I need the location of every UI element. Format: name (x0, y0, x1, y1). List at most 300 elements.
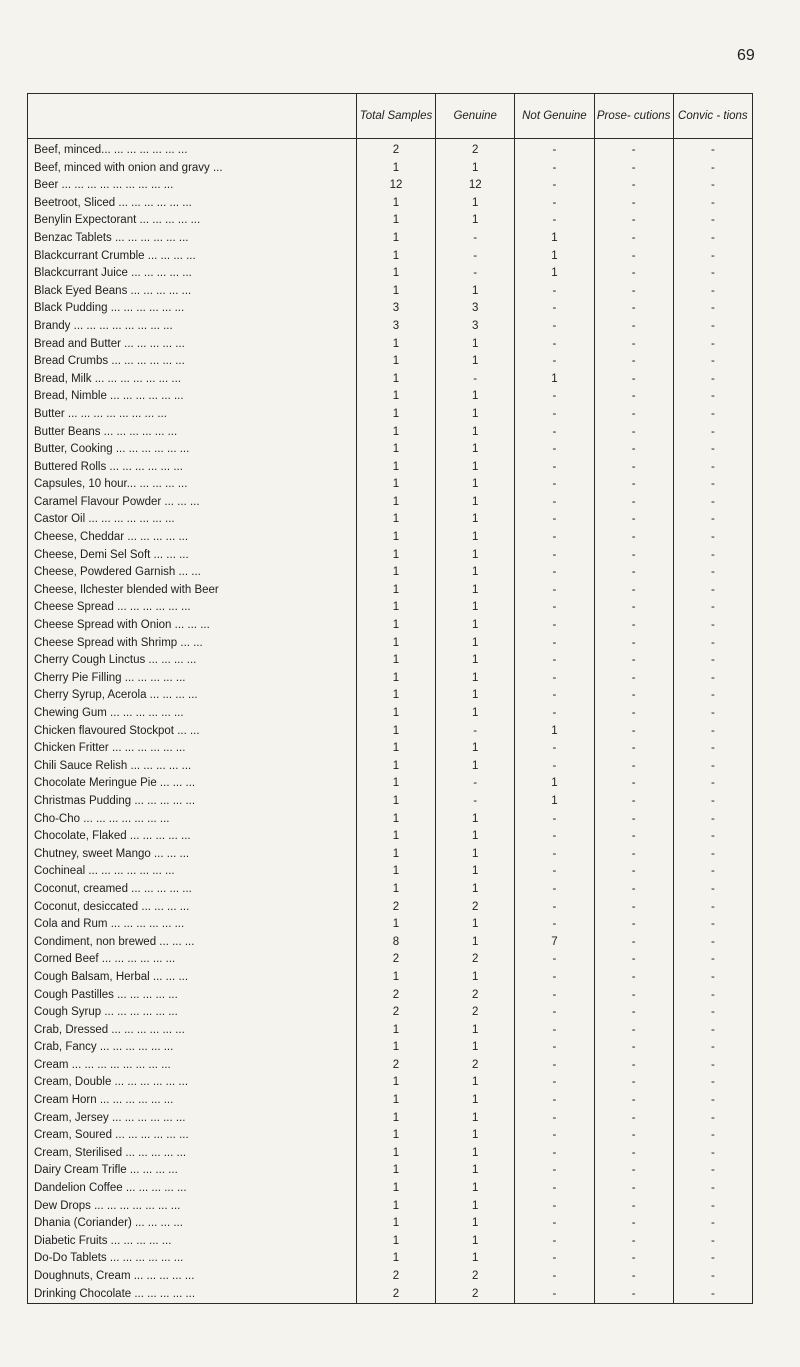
table-row (28, 1092, 753, 1110)
prosecutions-cell: - (594, 564, 673, 582)
not-genuine-cell: - (515, 705, 594, 723)
prosecutions-cell: - (594, 1180, 673, 1198)
not-genuine-cell: - (515, 1180, 594, 1198)
item-name-cell: Chicken Fritter ... ... ... ... ... ... (34, 742, 186, 755)
total-samples-cell: 2 (356, 899, 435, 917)
table-row (28, 177, 753, 195)
item-name-cell: Capsules, 10 hour... ... ... ... ... (34, 478, 188, 491)
table-row (28, 195, 753, 213)
convictions-cell: - (673, 635, 752, 653)
prosecutions-cell: - (594, 547, 673, 565)
total-samples-cell: 1 (356, 599, 435, 617)
prosecutions-cell: - (594, 230, 673, 248)
not-genuine-cell: - (515, 1039, 594, 1057)
total-samples-cell: 3 (356, 300, 435, 318)
genuine-cell: - (436, 248, 515, 266)
total-samples-cell: 1 (356, 652, 435, 670)
item-name-cell: Cream, Sterilised ... ... ... ... ... (34, 1146, 187, 1159)
convictions-cell: - (673, 1039, 752, 1057)
not-genuine-cell: - (515, 139, 594, 160)
not-genuine-cell: - (515, 300, 594, 318)
convictions-cell: - (673, 723, 752, 741)
prosecutions-cell: - (594, 687, 673, 705)
total-samples-cell: 1 (356, 811, 435, 829)
total-samples-cell: 1 (356, 424, 435, 442)
genuine-cell: - (436, 775, 515, 793)
total-samples-cell: 2 (356, 987, 435, 1005)
convictions-cell: - (673, 1110, 752, 1128)
total-samples-cell: 1 (356, 547, 435, 565)
item-name-cell: Cola and Rum ... ... ... ... ... ... (34, 918, 185, 931)
prosecutions-cell: - (594, 758, 673, 776)
total-samples-cell: 2 (356, 1286, 435, 1304)
not-genuine-cell: - (515, 969, 594, 987)
table-row (28, 564, 753, 582)
item-name-cell: Castor Oil ... ... ... ... ... ... ... (34, 513, 175, 526)
table-row (28, 775, 753, 793)
convictions-cell: - (673, 529, 752, 547)
convictions-cell: - (673, 687, 752, 705)
genuine-cell: 1 (436, 406, 515, 424)
table-row (28, 863, 753, 881)
header-genuine: Genuine (436, 94, 515, 139)
prosecutions-cell: - (594, 195, 673, 213)
genuine-cell: 1 (436, 758, 515, 776)
not-genuine-cell: 1 (515, 265, 594, 283)
genuine-cell: - (436, 230, 515, 248)
table-row (28, 441, 753, 459)
prosecutions-cell: - (594, 441, 673, 459)
table-row (28, 547, 753, 565)
total-samples-cell: 1 (356, 881, 435, 899)
not-genuine-cell: - (515, 459, 594, 477)
genuine-cell: 2 (436, 139, 515, 160)
genuine-cell: 1 (436, 494, 515, 512)
total-samples-cell: 1 (356, 863, 435, 881)
genuine-cell: 1 (436, 828, 515, 846)
genuine-cell: 2 (436, 1057, 515, 1075)
prosecutions-cell: - (594, 828, 673, 846)
not-genuine-cell: - (515, 283, 594, 301)
convictions-cell: - (673, 599, 752, 617)
not-genuine-cell: - (515, 1004, 594, 1022)
convictions-cell: - (673, 1022, 752, 1040)
not-genuine-cell: - (515, 441, 594, 459)
table-row (28, 1074, 753, 1092)
total-samples-cell: 1 (356, 195, 435, 213)
convictions-cell: - (673, 1162, 752, 1180)
not-genuine-cell: - (515, 529, 594, 547)
prosecutions-cell: - (594, 916, 673, 934)
table-row (28, 406, 753, 424)
convictions-cell: - (673, 916, 752, 934)
prosecutions-cell: - (594, 846, 673, 864)
item-name-cell: Cream ... ... ... ... ... ... ... ... (34, 1058, 171, 1071)
table-row (28, 1180, 753, 1198)
genuine-cell: 1 (436, 476, 515, 494)
item-name-cell: Coconut, desiccated ... ... ... ... (34, 900, 190, 913)
prosecutions-cell: - (594, 635, 673, 653)
total-samples-cell: 1 (356, 336, 435, 354)
total-samples-cell: 2 (356, 1004, 435, 1022)
not-genuine-cell: - (515, 1022, 594, 1040)
item-name-cell: Cream, Soured ... ... ... ... ... ... (34, 1129, 189, 1142)
table-row (28, 1233, 753, 1251)
total-samples-cell: 1 (356, 230, 435, 248)
convictions-cell: - (673, 811, 752, 829)
item-name-cell: Crab, Fancy ... ... ... ... ... ... (34, 1041, 174, 1054)
table-body (28, 139, 753, 1304)
total-samples-cell: 1 (356, 670, 435, 688)
genuine-cell: 1 (436, 511, 515, 529)
table-row (28, 336, 753, 354)
prosecutions-cell: - (594, 1092, 673, 1110)
prosecutions-cell: - (594, 353, 673, 371)
convictions-cell: - (673, 670, 752, 688)
genuine-cell: 1 (436, 1250, 515, 1268)
prosecutions-cell: - (594, 476, 673, 494)
total-samples-cell: 1 (356, 265, 435, 283)
genuine-cell: 1 (436, 336, 515, 354)
item-name-cell: Bread and Butter ... ... ... ... ... (34, 337, 185, 350)
convictions-cell: - (673, 195, 752, 213)
prosecutions-cell: - (594, 969, 673, 987)
header-not-genuine: Not Genuine (515, 94, 594, 139)
item-name-cell: Cherry Cough Linctus ... ... ... ... (34, 654, 197, 667)
table-row (28, 951, 753, 969)
genuine-cell: 3 (436, 300, 515, 318)
item-name-cell: Condiment, non brewed ... ... ... (34, 935, 195, 948)
table-row (28, 740, 753, 758)
total-samples-cell: 1 (356, 564, 435, 582)
table-row (28, 529, 753, 547)
not-genuine-cell: - (515, 336, 594, 354)
convictions-cell: - (673, 230, 752, 248)
total-samples-cell: 1 (356, 353, 435, 371)
not-genuine-cell: - (515, 1110, 594, 1128)
prosecutions-cell: - (594, 1215, 673, 1233)
table-row (28, 1215, 753, 1233)
item-name-cell: Cheese Spread with Onion ... ... ... (34, 619, 210, 632)
not-genuine-cell: - (515, 1057, 594, 1075)
prosecutions-cell: - (594, 617, 673, 635)
genuine-cell: 1 (436, 388, 515, 406)
table-row (28, 1162, 753, 1180)
item-name-cell: Chutney, sweet Mango ... ... ... (34, 847, 190, 860)
total-samples-cell: 1 (356, 529, 435, 547)
genuine-cell: 2 (436, 1004, 515, 1022)
prosecutions-cell: - (594, 1039, 673, 1057)
genuine-cell: 2 (436, 1286, 515, 1304)
convictions-cell: - (673, 265, 752, 283)
not-genuine-cell: - (515, 582, 594, 600)
table-row (28, 1145, 753, 1163)
item-name-cell: Brandy ... ... ... ... ... ... ... ... (34, 319, 173, 332)
total-samples-cell: 1 (356, 1145, 435, 1163)
genuine-cell: 1 (436, 1215, 515, 1233)
genuine-cell: 1 (436, 547, 515, 565)
genuine-cell: 1 (436, 1127, 515, 1145)
genuine-cell: 1 (436, 846, 515, 864)
header-total-samples: Total Samples (356, 94, 435, 139)
total-samples-cell: 1 (356, 846, 435, 864)
genuine-cell: 12 (436, 177, 515, 195)
prosecutions-cell: - (594, 212, 673, 230)
total-samples-cell: 1 (356, 1250, 435, 1268)
prosecutions-cell: - (594, 951, 673, 969)
not-genuine-cell: - (515, 863, 594, 881)
convictions-cell: - (673, 177, 752, 195)
table-row (28, 212, 753, 230)
not-genuine-cell: - (515, 670, 594, 688)
convictions-cell: - (673, 1215, 752, 1233)
item-name-cell: Dairy Cream Trifle ... ... ... ... (34, 1164, 178, 1177)
item-name-cell: Cream Horn ... ... ... ... ... ... (34, 1094, 174, 1107)
prosecutions-cell: - (594, 723, 673, 741)
table-row (28, 969, 753, 987)
convictions-cell: - (673, 705, 752, 723)
genuine-cell: - (436, 723, 515, 741)
prosecutions-cell: - (594, 1145, 673, 1163)
not-genuine-cell: - (515, 740, 594, 758)
table-row (28, 248, 753, 266)
total-samples-cell: 1 (356, 723, 435, 741)
total-samples-cell: 1 (356, 635, 435, 653)
table-row (28, 758, 753, 776)
header-prosecutions: Prose- cutions (594, 94, 673, 139)
total-samples-cell: 1 (356, 617, 435, 635)
not-genuine-cell: 7 (515, 934, 594, 952)
genuine-cell: 1 (436, 599, 515, 617)
item-name-cell: Caramel Flavour Powder ... ... ... (34, 495, 200, 508)
total-samples-cell: 12 (356, 177, 435, 195)
table-row (28, 388, 753, 406)
table-row (28, 916, 753, 934)
not-genuine-cell: - (515, 599, 594, 617)
table-row (28, 1022, 753, 1040)
total-samples-cell: 2 (356, 951, 435, 969)
convictions-cell: - (673, 388, 752, 406)
item-name-cell: Chewing Gum ... ... ... ... ... ... (34, 707, 184, 719)
prosecutions-cell: - (594, 1233, 673, 1251)
table-row (28, 828, 753, 846)
table-row (28, 793, 753, 811)
genuine-cell: 1 (436, 863, 515, 881)
genuine-cell: 1 (436, 1110, 515, 1128)
item-name-cell: Buttered Rolls ... ... ... ... ... ... (34, 460, 183, 473)
not-genuine-cell: 1 (515, 248, 594, 266)
table-row (28, 1127, 753, 1145)
convictions-cell: - (673, 318, 752, 336)
not-genuine-cell: - (515, 476, 594, 494)
total-samples-cell: 1 (356, 212, 435, 230)
convictions-cell: - (673, 212, 752, 230)
prosecutions-cell: - (594, 881, 673, 899)
total-samples-cell: 1 (356, 476, 435, 494)
item-name-cell: Benzac Tablets ... ... ... ... ... ... (34, 231, 189, 244)
not-genuine-cell: - (515, 564, 594, 582)
convictions-cell: - (673, 652, 752, 670)
genuine-cell: 1 (436, 969, 515, 987)
genuine-cell: 1 (436, 441, 515, 459)
table-row (28, 265, 753, 283)
item-name-cell: Dew Drops ... ... ... ... ... ... ... (34, 1199, 181, 1212)
table-row (28, 1250, 753, 1268)
item-name-cell: Cough Syrup ... ... ... ... ... ... (34, 1006, 178, 1019)
item-name-cell: Cheese Spread with Shrimp ... ... (34, 636, 203, 649)
genuine-cell: 1 (436, 1145, 515, 1163)
total-samples-cell: 1 (356, 371, 435, 389)
item-name-cell: Beef, minced... ... ... ... ... ... ... (34, 144, 188, 156)
convictions-cell: - (673, 1004, 752, 1022)
not-genuine-cell: - (515, 1162, 594, 1180)
not-genuine-cell: - (515, 811, 594, 829)
convictions-cell: - (673, 863, 752, 881)
not-genuine-cell: 1 (515, 775, 594, 793)
genuine-cell: 1 (436, 652, 515, 670)
genuine-cell: 1 (436, 1180, 515, 1198)
item-name-cell: Beer ... ... ... ... ... ... ... ... ... (34, 179, 174, 192)
not-genuine-cell: - (515, 1198, 594, 1216)
total-samples-cell: 3 (356, 318, 435, 336)
prosecutions-cell: - (594, 1162, 673, 1180)
convictions-cell: - (673, 1092, 752, 1110)
total-samples-cell: 1 (356, 1039, 435, 1057)
genuine-cell: 2 (436, 899, 515, 917)
item-name-cell: Cho-Cho ... ... ... ... ... ... ... (34, 812, 170, 825)
table-row (28, 723, 753, 741)
table-row (28, 934, 753, 952)
genuine-cell: 1 (436, 1233, 515, 1251)
not-genuine-cell: - (515, 406, 594, 424)
item-name-cell: Blackcurrant Crumble ... ... ... ... (34, 249, 196, 262)
genuine-cell: 1 (436, 617, 515, 635)
total-samples-cell: 1 (356, 511, 435, 529)
genuine-cell: 1 (436, 881, 515, 899)
prosecutions-cell: - (594, 424, 673, 442)
not-genuine-cell: - (515, 511, 594, 529)
item-name-cell: Corned Beef ... ... ... ... ... ... (34, 953, 176, 966)
prosecutions-cell: - (594, 459, 673, 477)
convictions-cell: - (673, 336, 752, 354)
not-genuine-cell: - (515, 881, 594, 899)
prosecutions-cell: - (594, 670, 673, 688)
table-row (28, 670, 753, 688)
prosecutions-cell: - (594, 582, 673, 600)
not-genuine-cell: - (515, 388, 594, 406)
not-genuine-cell: - (515, 916, 594, 934)
not-genuine-cell: 1 (515, 230, 594, 248)
total-samples-cell: 1 (356, 1233, 435, 1251)
table-row (28, 652, 753, 670)
item-name-cell: Chili Sauce Relish ... ... ... ... ... (34, 759, 192, 772)
convictions-cell: - (673, 441, 752, 459)
prosecutions-cell: - (594, 1110, 673, 1128)
table-row (28, 811, 753, 829)
item-name-cell: Butter ... ... ... ... ... ... ... ... (34, 407, 167, 420)
convictions-cell: - (673, 248, 752, 266)
page-number: 69 (737, 47, 755, 64)
genuine-cell: 1 (436, 564, 515, 582)
convictions-cell: - (673, 881, 752, 899)
prosecutions-cell: - (594, 1198, 673, 1216)
item-name-cell: Coconut, creamed ... ... ... ... ... (34, 882, 192, 895)
total-samples-cell: 1 (356, 916, 435, 934)
total-samples-cell: 8 (356, 934, 435, 952)
convictions-cell: - (673, 1250, 752, 1268)
prosecutions-cell: - (594, 899, 673, 917)
prosecutions-cell: - (594, 987, 673, 1005)
food-samples-table (27, 93, 753, 1304)
total-samples-cell: 1 (356, 687, 435, 705)
table-row (28, 635, 753, 653)
not-genuine-cell: - (515, 547, 594, 565)
total-samples-cell: 1 (356, 248, 435, 266)
table-row (28, 846, 753, 864)
genuine-cell: 1 (436, 582, 515, 600)
item-name-cell: Diabetic Fruits ... ... ... ... ... (34, 1234, 172, 1247)
total-samples-cell: 1 (356, 740, 435, 758)
convictions-cell: - (673, 987, 752, 1005)
total-samples-cell: 1 (356, 969, 435, 987)
convictions-cell: - (673, 139, 752, 160)
genuine-cell: 1 (436, 934, 515, 952)
convictions-cell: - (673, 424, 752, 442)
item-name-cell: Crab, Dressed ... ... ... ... ... ... (34, 1023, 185, 1036)
item-name-cell: Chocolate Meringue Pie ... ... ... (34, 777, 196, 790)
prosecutions-cell: - (594, 300, 673, 318)
convictions-cell: - (673, 1145, 752, 1163)
header-item (28, 94, 357, 139)
genuine-cell: 1 (436, 811, 515, 829)
total-samples-cell: 1 (356, 388, 435, 406)
total-samples-cell: 1 (356, 406, 435, 424)
item-name-cell: Christmas Pudding ... ... ... ... ... (34, 794, 196, 807)
genuine-cell: 1 (436, 705, 515, 723)
genuine-cell: 1 (436, 160, 515, 178)
table-row (28, 371, 753, 389)
item-name-cell: Cough Pastilles ... ... ... ... ... (34, 988, 178, 1001)
genuine-cell: 1 (436, 1198, 515, 1216)
prosecutions-cell: - (594, 652, 673, 670)
total-samples-cell: 2 (356, 1268, 435, 1286)
not-genuine-cell: - (515, 424, 594, 442)
prosecutions-cell: - (594, 406, 673, 424)
not-genuine-cell: 1 (515, 723, 594, 741)
table-row (28, 1039, 753, 1057)
item-name-cell: Cheese, Cheddar ... ... ... ... ... (34, 531, 189, 544)
not-genuine-cell: - (515, 1127, 594, 1145)
not-genuine-cell: - (515, 687, 594, 705)
total-samples-cell: 1 (356, 1092, 435, 1110)
prosecutions-cell: - (594, 1004, 673, 1022)
item-name-cell: Cochineal ... ... ... ... ... ... ... (34, 865, 175, 878)
not-genuine-cell: - (515, 1250, 594, 1268)
convictions-cell: - (673, 740, 752, 758)
prosecutions-cell: - (594, 775, 673, 793)
genuine-cell: - (436, 793, 515, 811)
not-genuine-cell: - (515, 353, 594, 371)
genuine-cell: 1 (436, 740, 515, 758)
item-name-cell: Cough Balsam, Herbal ... ... ... (34, 970, 189, 983)
not-genuine-cell: - (515, 1233, 594, 1251)
prosecutions-cell: - (594, 793, 673, 811)
item-name-cell: Black Eyed Beans ... ... ... ... ... (34, 284, 192, 297)
total-samples-cell: 1 (356, 582, 435, 600)
item-name-cell: Cheese, Powdered Garnish ... ... (34, 566, 201, 579)
table-row (28, 459, 753, 477)
item-name-cell: Cherry Pie Filling ... ... ... ... ... (34, 671, 186, 684)
